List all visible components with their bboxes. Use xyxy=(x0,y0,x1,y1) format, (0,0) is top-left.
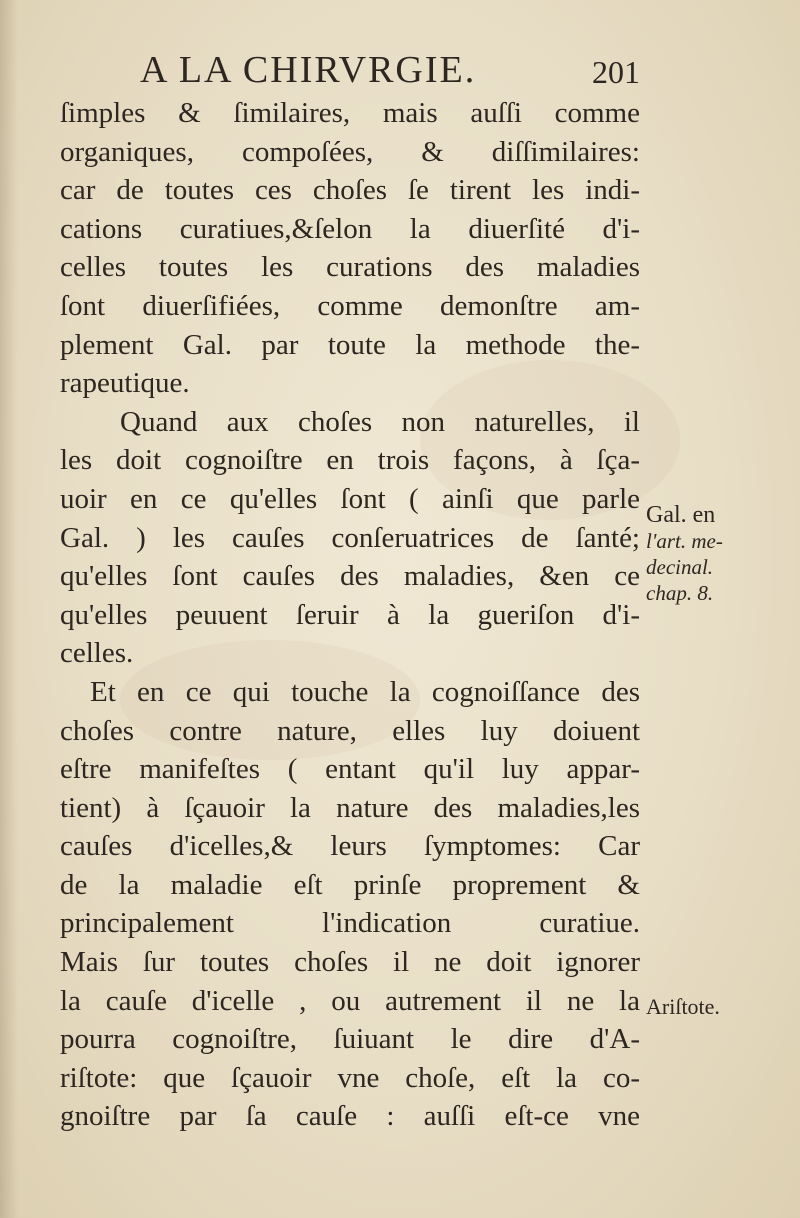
text-line: choſes contre nature, elles luy doiuent xyxy=(60,714,640,747)
text-line: Et en ce qui touche la cognoiſſance des xyxy=(90,675,640,708)
text-line: les doit cognoiſtre en trois façons, à ſça- xyxy=(60,444,640,477)
margin-note-galen xyxy=(646,502,766,606)
running-head xyxy=(60,44,640,96)
text-line: ſont diuerſifiées, comme demonſtre am- xyxy=(60,289,640,322)
margin-note-line: decinal. xyxy=(646,555,714,579)
text-line: gnoiſtre par ſa cauſe : auſſi eſt-ce vne xyxy=(60,1100,640,1133)
page-gutter-shadow xyxy=(0,0,18,1218)
margin-note-line: chap. 8. xyxy=(646,581,714,605)
page-number: 201 xyxy=(592,54,640,90)
text-line: Mais ſur toutes choſes il ne doit ignorer xyxy=(60,946,640,979)
margin-note-line: Gal. en xyxy=(646,502,716,528)
text-line: la cauſe d'icelle , ou autrement il ne la xyxy=(60,984,640,1017)
text-line: eſtre manifeſtes ( entant qu'il luy appar- xyxy=(60,753,640,786)
text-line: qu'elles ſont cauſes des maladies, &en ce xyxy=(60,560,640,593)
text-line: riſtote: que ſçauoir vne choſe, eſt la co- xyxy=(60,1061,640,1094)
text-line: celles. xyxy=(60,637,134,670)
text-line: qu'elles peuuent ſeruir à la gueriſon d'i- xyxy=(60,598,640,631)
text-line: plement Gal. par toute la methode the- xyxy=(60,328,640,361)
text-line: de la maladie eſt prinſe proprement & xyxy=(60,868,640,901)
text-line: pourra cognoiſtre, ſuiuant le dire d'A- xyxy=(60,1023,640,1056)
margin-note-line: l'art. me- xyxy=(646,529,723,553)
text-line: principalement l'indication curatiue. xyxy=(60,907,640,940)
text-line: rapeutique. xyxy=(60,367,190,400)
text-line: organiques, compoſées, & diſſimilaires: xyxy=(60,135,640,168)
text-line: Gal. ) les cauſes conſeruatrices de ſanté; xyxy=(60,521,640,554)
text-line: tient) à ſçauoir la nature des maladies,les xyxy=(60,791,640,824)
text-line: ſimples & ſimilaires, mais auſſi comme xyxy=(60,97,640,129)
text-line: Quand aux choſes non naturelles, il xyxy=(120,405,640,438)
running-head-title: A LA CHIRVRGIE. xyxy=(140,49,477,91)
text-line: celles toutes les curations des maladies xyxy=(60,251,640,284)
text-line: car de toutes ces choſes ſe tirent les indi- xyxy=(60,174,640,207)
margin-note-aristote: Ariſtote. xyxy=(646,994,720,1019)
body-text xyxy=(60,94,640,1136)
text-line: cations curatiues,&ſelon la diuerſité d'i- xyxy=(60,212,640,245)
text-line: uoir en ce qu'elles ſont ( ainſi que parle xyxy=(60,482,640,515)
text-line: cauſes d'icelles,& leurs ſymptomes: Car xyxy=(60,830,640,863)
